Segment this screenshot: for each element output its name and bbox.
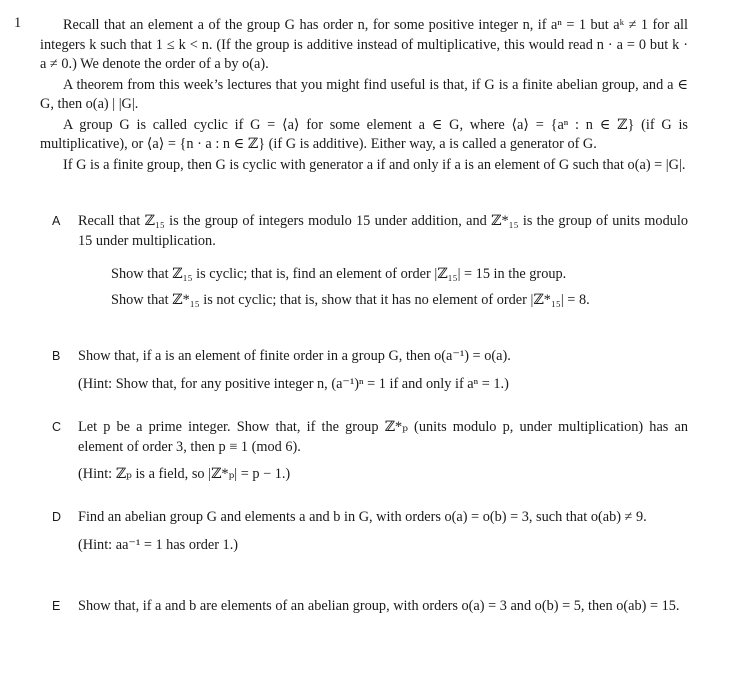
intro-paragraph-order: Recall that an element a of the group G has order n, for some positive integer n, if aⁿ = 1 but aᵏ ≠ 1 for all integers k such that 1 ≤ k < n. (If the group is additive instead of multiplicative, this would read n · a = 0 but k · a ≠ 0.) We denote the order of a by o(a). xyxy=(40,17,688,72)
part-a-sub-2: Show that ℤ*₁₅ is not cyclic; that is, show that it has no element of order |ℤ*₁₅| = 8. xyxy=(111,291,590,308)
part-d-hint: (Hint: aa⁻¹ = 1 has order 1.) xyxy=(78,536,239,553)
part-e-text: Show that, if a and b are elements of an abelian group, with orders o(a) = 3 and o(b) = 5, then o(ab) = 15. xyxy=(78,598,680,614)
part-c-hint: (Hint: ℤₚ is a field, so |ℤ*ₚ| = p − 1.) xyxy=(78,466,291,482)
intro-paragraph-generator: If G is a finite group, then G is cyclic with generator a if and only if a is an element of G such that o(a) = |G|. xyxy=(63,156,686,173)
part-c xyxy=(52,418,688,485)
part-b-hint: (Hint: Show that, for any positive integer n, (a⁻¹)ⁿ = 1 if and only if aⁿ = 1.) xyxy=(78,375,509,392)
part-b-label: B xyxy=(52,349,61,363)
problem-number: 1 xyxy=(14,15,22,31)
part-d-text: Find an abelian group G and elements a and b in G, with orders o(a) = o(b) = 3, such that o(ab) ≠ 9. xyxy=(78,509,647,525)
part-d-label: D xyxy=(52,510,62,524)
part-a xyxy=(52,212,688,251)
part-b-text: Show that, if a is an element of finite order in a group G, then o(a⁻¹) = o(a). xyxy=(78,348,511,364)
part-d xyxy=(52,508,688,555)
part-e-label: E xyxy=(52,599,61,613)
intro-paragraph-cyclic: A group G is called cyclic if G = ⟨a⟩ for some element a ∈ G, where ⟨a⟩ = {aⁿ : n ∈ ℤ} (if G is multiplicative), or ⟨a⟩ = {n · a : n ∈ ℤ} (if G is additive). Either way, a is called a generator of G. xyxy=(40,116,688,152)
part-a-text: Recall that ℤ₁₅ is the group of integers modulo 15 under addition, and ℤ*₁₅ is the group of units modulo 15 under multiplication. xyxy=(78,213,688,249)
intro-paragraph-theorem: A theorem from this week’s lectures that you might find useful is that, if G is a finite abelian group, and a ∈ G, then o(a) | |G|. xyxy=(40,76,688,112)
part-a-label: A xyxy=(52,214,61,228)
part-a-sub-1: Show that ℤ₁₅ is cyclic; that is, find an element of order |ℤ₁₅| = 15 in the group. xyxy=(111,266,567,282)
part-e xyxy=(52,597,688,617)
part-a-subitems xyxy=(111,265,691,316)
part-c-text: Let p be a prime integer. Show that, if the group ℤ*ₚ (units modulo p, under multiplication) has an element of order 3, then p ≡ 1 (mod 6). xyxy=(78,419,688,455)
part-b xyxy=(52,347,688,394)
intro-section xyxy=(40,16,688,175)
part-c-label: C xyxy=(52,420,62,434)
